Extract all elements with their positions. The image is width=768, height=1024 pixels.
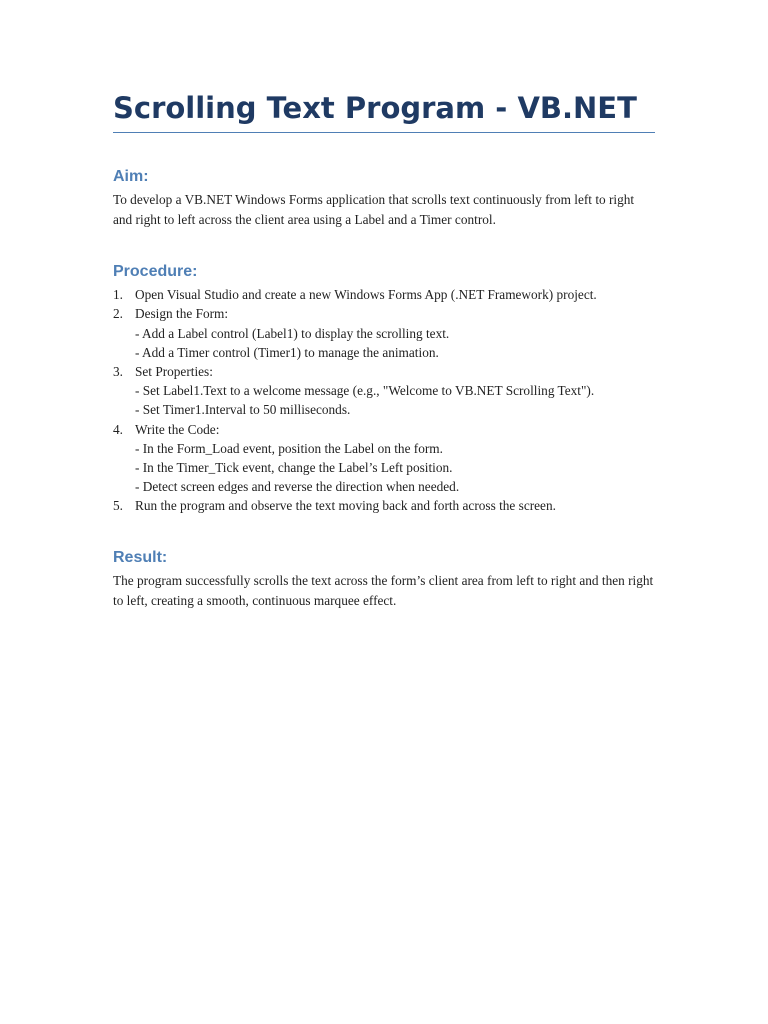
step-number: 3.: [113, 364, 123, 380]
step-number: 5.: [113, 498, 123, 514]
result-text: The program successfully scrolls the text across the form’s client area from left to right and then right to left, creating a smooth, continuous marquee effect.: [113, 572, 654, 608]
step-subitem: - Set Label1.Text to a welcome message (e.g., "Welcome to VB.NET Scrolling Text").: [135, 383, 595, 399]
step-subitem: - Add a Label control (Label1) to display the scrolling text.: [135, 325, 450, 341]
step-number: 4.: [113, 421, 123, 437]
step-text: Open Visual Studio and create a new Windows Forms App (.NET Framework) project.: [135, 287, 597, 303]
aim-heading: Aim:: [113, 168, 149, 186]
procedure-step: [113, 420, 655, 497]
result-heading: Result:: [113, 548, 168, 566]
aim-text: To develop a VB.NET Windows Forms application that scrolls text continuously from left to right and right to left across the client area using a Label and a Timer control.: [113, 192, 635, 228]
step-body: [135, 362, 655, 420]
step-number: 2.: [113, 306, 123, 322]
procedure-steps-list: [113, 285, 655, 515]
step-text: Write the Code:: [135, 421, 220, 437]
step-subitem: - In the Timer_Tick event, change the Label’s Left position.: [135, 460, 453, 476]
step-text: Run the program and observe the text moving back and forth across the screen.: [135, 498, 556, 514]
procedure-heading: Procedure:: [113, 263, 198, 281]
step-number: 1.: [113, 287, 123, 303]
procedure-step: [113, 496, 655, 515]
procedure-step: [113, 304, 655, 362]
document-page: [113, 90, 655, 611]
step-subitem: - Set Timer1.Interval to 50 milliseconds.: [135, 402, 351, 418]
step-body: [135, 420, 655, 497]
step-subitem: - Add a Timer control (Timer1) to manage the animation.: [135, 344, 439, 360]
step-subitem: - In the Form_Load event, position the Label on the form.: [135, 440, 443, 456]
step-body: [135, 304, 655, 362]
document-title: Scrolling Text Program - VB.NET: [113, 90, 655, 133]
step-body: [135, 285, 655, 304]
procedure-step: [113, 362, 655, 420]
step-subitem: - Detect screen edges and reverse the direction when needed.: [135, 479, 460, 495]
step-text: Set Properties:: [135, 364, 213, 380]
procedure-step: [113, 285, 655, 304]
step-body: [135, 496, 655, 515]
step-text: Design the Form:: [135, 306, 229, 322]
